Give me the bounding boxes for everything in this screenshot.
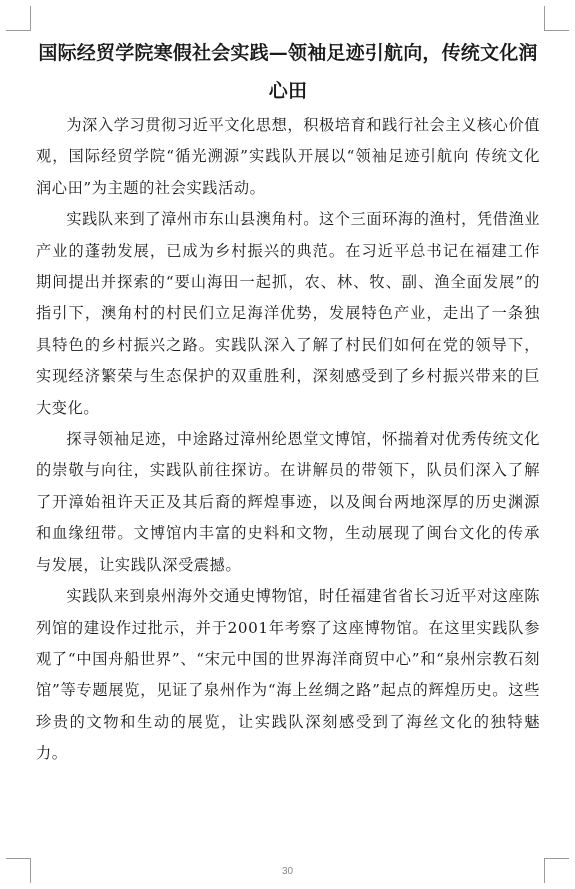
paragraph-intro: 为深入学习贯彻习近平文化思想，积极培育和践行社会主义核心价值观，国际经贸学院“循光溯源”实践队开展以“领袖足迹引航向 传统文化润心田”为主题的社会实践活动。 xyxy=(36,116,541,197)
document-title: 国际经贸学院寒假社会实践—领袖足迹引航向，传统文化润心田 xyxy=(38,42,538,102)
document-body xyxy=(36,110,540,770)
crop-mark-top-left xyxy=(6,6,31,31)
paragraph-aojiao-village: 实践队来到了漳州市东山县澳角村。这个三面环海的渔村，凭借渔业产业的蓬勃发展，已成为乡村振兴的典范。在习近平总书记在福建工作期间提出并探索的“要山海田一起抓，农、林、牧、副、渔全面发展”的指引下，澳角村的村民们立足海洋优势，发展特色产业，走出了一条独具特色的乡村振兴之路。实践队深入了解了村民们如何在党的领导下，实现经济繁荣与生态保护的双重胜利，深刻感受到了乡村振兴带来的巨大变化。 xyxy=(36,210,541,417)
crop-mark-top-right xyxy=(544,6,569,31)
paragraph-quanzhou-museum: 实践队来到泉州海外交通史博物馆，时任福建省省长习近平对这座陈列馆的建设作过批示，并于2001年考察了这座博物馆。在这里实践队参观了“中国舟船世界”、“宋元中国的世界海洋商贸中心”和“泉州宗教石刻馆”等专题展览，见证了泉州作为“海上丝绸之路”起点的辉煌历史。这些珍贵的文物和生动的展览，让实践队深刻感受到了海丝文化的独特魅力。 xyxy=(36,587,541,763)
paragraph-lunen-museum: 探寻领袖足迹，中途路过漳州纶恩堂文博馆，怀揣着对优秀传统文化的崇敬与向往，实践队前往探访。在讲解员的带领下，队员们深入了解了开漳始祖许天正及其后裔的辉煌事迹，以及闽台两地深厚的历史渊源和血缘纽带。文博馆内丰富的史料和文物，生动展现了闽台文化的传承与发展，让实践队深受震撼。 xyxy=(36,430,541,574)
page-number: 30 xyxy=(281,866,294,877)
